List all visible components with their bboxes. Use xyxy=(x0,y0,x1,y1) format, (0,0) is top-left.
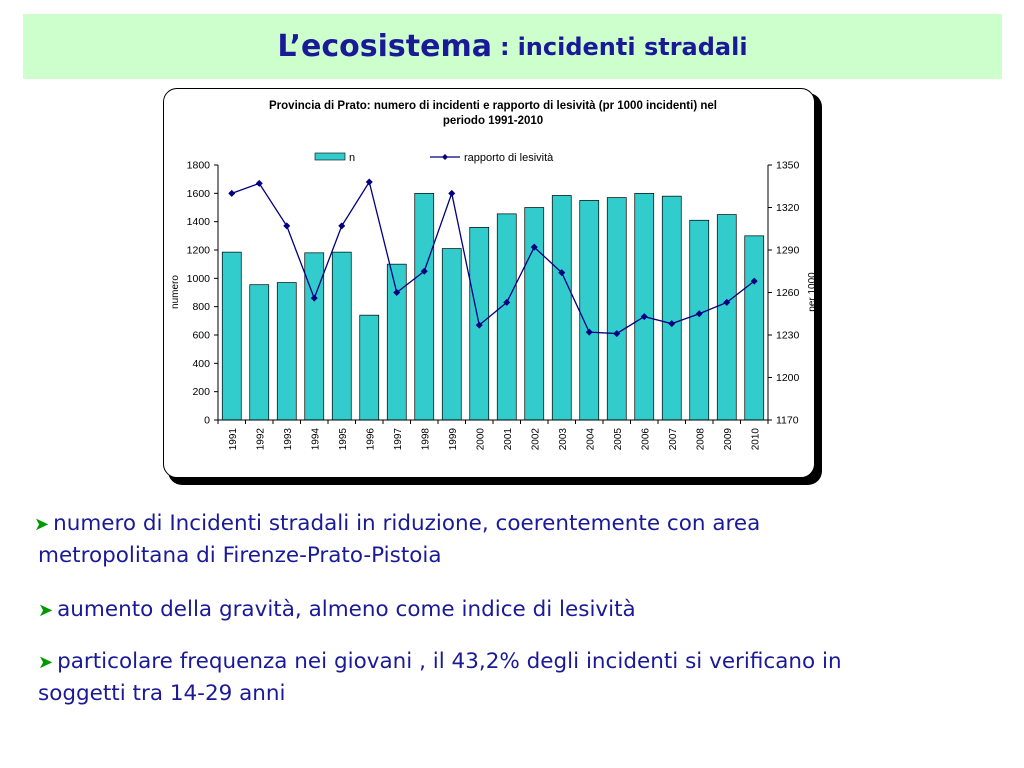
x-tick-label-1995: 1995 xyxy=(337,428,349,451)
bullet-continuation xyxy=(38,540,442,572)
slide-subtitle: incidenti stradali xyxy=(517,32,748,61)
y-tick-label-left: 400 xyxy=(192,357,210,370)
y-tick-label-left: 1000 xyxy=(186,272,210,285)
x-tick-label-1994: 1994 xyxy=(310,428,322,451)
y-tick-label-left: 200 xyxy=(192,386,210,399)
y-tick-label-right: 1260 xyxy=(776,287,800,299)
x-tick-label-1998: 1998 xyxy=(420,428,432,451)
bullet-text: numero di Incidenti stradali in riduzione, coerentemente con area xyxy=(53,511,761,536)
y-tick-label-right: 1170 xyxy=(776,414,799,427)
slide-title-separator: : xyxy=(499,32,510,61)
x-tick-label-2001: 2001 xyxy=(502,428,514,451)
y-tick-label-left: 1800 xyxy=(186,159,210,172)
bullet-text: aumento della gravità, almeno come indice di lesività xyxy=(57,597,636,622)
y-tick-label-left: 1600 xyxy=(186,187,210,200)
y-tick-label-left: 0 xyxy=(204,414,210,427)
y-axis-right-label: per 1000 xyxy=(807,272,818,312)
bullet-text: particolare frequenza nei giovani , il 43,2% degli incidenti si verificano in xyxy=(57,649,842,674)
bullet-text: metropolitana di Firenze-Prato-Pistoia xyxy=(38,543,442,568)
x-tick-label-1991: 1991 xyxy=(227,428,239,451)
bullet-continuation xyxy=(38,678,286,710)
y-tick-label-left: 1200 xyxy=(186,244,210,257)
y-tick-label-left: 600 xyxy=(192,329,210,342)
y-tick-label-right: 1320 xyxy=(776,202,800,214)
x-tick-label-1996: 1996 xyxy=(365,428,377,451)
x-tick-label-2004: 2004 xyxy=(585,428,597,451)
y-tick-label-left: 800 xyxy=(192,301,210,314)
x-tick-label-2008: 2008 xyxy=(695,428,707,451)
x-tick-label-2003: 2003 xyxy=(557,428,569,451)
legend-bar-label: n xyxy=(349,152,356,164)
y-axis-label: numero xyxy=(170,275,181,309)
arrow-bullet-icon: ➤ xyxy=(34,514,50,535)
x-tick-label-1992: 1992 xyxy=(255,428,267,451)
chart-title-line2: periodo 1991-2010 xyxy=(442,115,544,127)
slide-title: L’ecosistema xyxy=(277,29,492,64)
bullet-item xyxy=(38,594,636,627)
y-tick-label-right: 1290 xyxy=(776,244,800,257)
bullet-text: soggetti tra 14-29 anni xyxy=(38,681,286,706)
x-tick-label-1993: 1993 xyxy=(282,428,294,451)
x-tick-label-2010: 2010 xyxy=(750,428,762,451)
x-tick-label-1999: 1999 xyxy=(447,428,459,451)
x-tick-label-1997: 1997 xyxy=(392,428,404,451)
bullet-item xyxy=(34,508,760,541)
legend-line-label: rapporto di lesività xyxy=(464,152,554,164)
x-tick-label-2007: 2007 xyxy=(667,428,679,451)
x-tick-label-2009: 2009 xyxy=(722,428,734,451)
bullet-item xyxy=(38,646,842,679)
y-tick-label-right: 1200 xyxy=(776,372,800,384)
x-tick-label-2006: 2006 xyxy=(640,428,652,451)
arrow-bullet-icon: ➤ xyxy=(38,652,54,673)
x-tick-label-2002: 2002 xyxy=(530,428,542,451)
arrow-bullet-icon: ➤ xyxy=(38,600,54,621)
x-tick-label-2000: 2000 xyxy=(475,428,487,451)
x-tick-label-2005: 2005 xyxy=(612,428,624,451)
y-tick-label-right: 1350 xyxy=(776,159,800,172)
y-tick-label-right: 1230 xyxy=(776,329,800,342)
chart-title-line1: Provincia di Prato: numero di incidenti e rapporto di lesività (pr 1000 incidenti) nel xyxy=(269,100,717,112)
y-tick-label-left: 1400 xyxy=(186,216,210,229)
